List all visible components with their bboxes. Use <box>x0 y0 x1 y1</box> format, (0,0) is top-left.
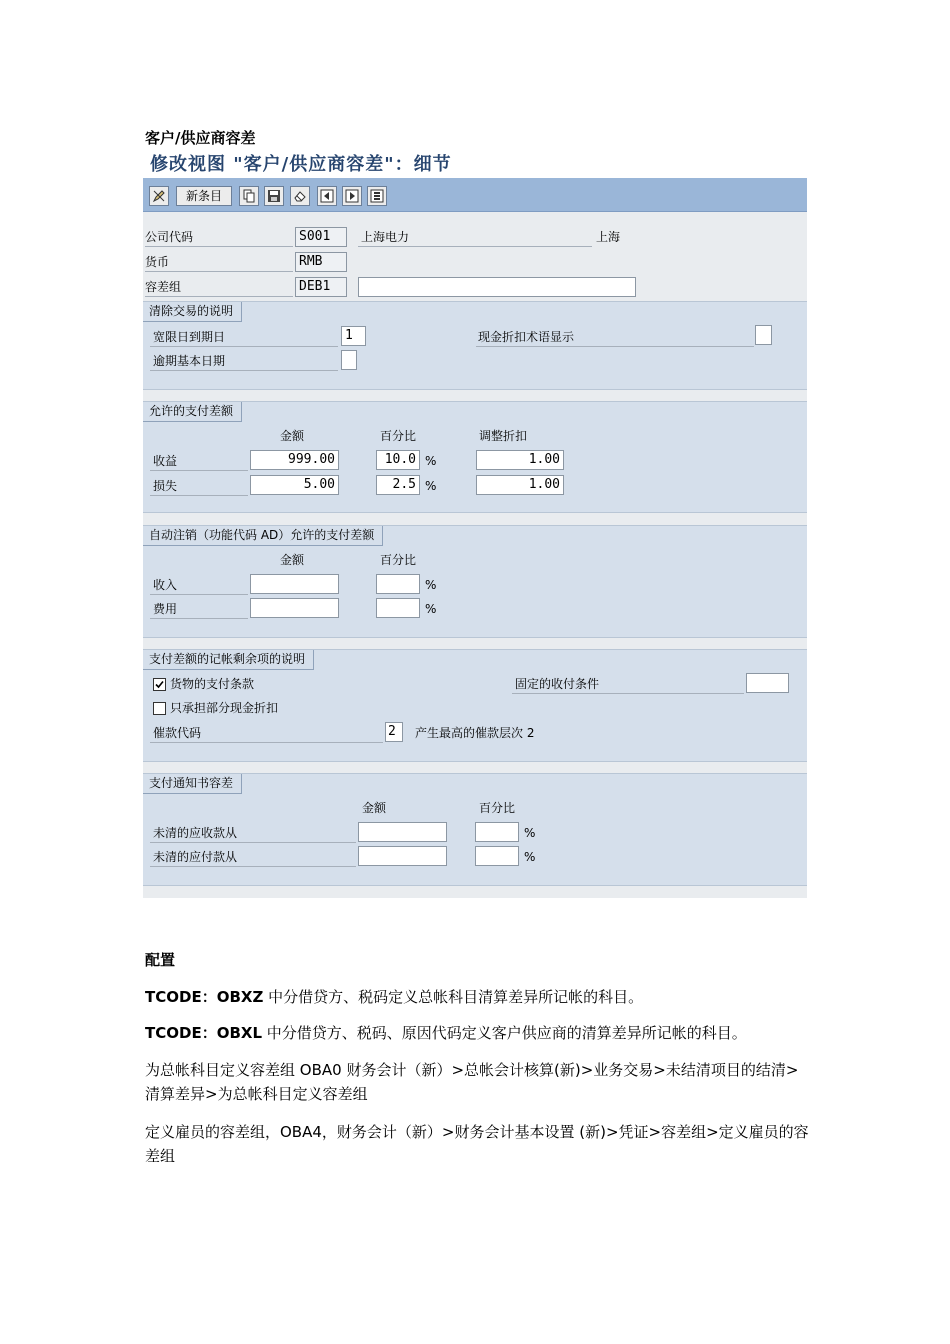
payment-advice-group-title: 支付通知书容差 <box>143 774 242 794</box>
fixed-payment-terms-label: 固定的收付条件 <box>515 677 600 691</box>
expense-adjust-field[interactable]: 1.00 <box>476 475 564 495</box>
company-code-field[interactable]: S001 <box>295 227 347 247</box>
document-heading: 客户/供应商容差 <box>145 129 256 147</box>
note-obxl-code: TCODE：OBXL <box>145 1024 262 1042</box>
permitted-percent-header: 百分比 <box>380 429 417 443</box>
writeoff-percent-header: 百分比 <box>380 553 417 567</box>
open-receivables-label: 未清的应收款从 <box>153 826 238 840</box>
currency-field[interactable]: RMB <box>295 252 347 272</box>
revenue-label: 收益 <box>153 454 178 468</box>
advice-percent-header: 百分比 <box>479 801 516 815</box>
grace-days-field[interactable]: 1 <box>341 326 366 346</box>
cash-discount-term-field[interactable] <box>755 325 772 345</box>
save-as-icon[interactable] <box>264 186 284 206</box>
arrears-base-date-field[interactable] <box>341 350 357 370</box>
tolerance-group-field[interactable]: DEB1 <box>295 277 347 297</box>
open-receivables-percent-field[interactable] <box>475 822 519 842</box>
open-payables-amount-field[interactable] <box>358 846 447 866</box>
company-city: 上海 <box>596 230 621 244</box>
writeoff-amount-header: 金额 <box>280 553 305 567</box>
writeoff-revenue-percent-sign: % <box>425 578 437 592</box>
note-obxz-text: 中分借贷方、税码定义总帐科目清算差异所记帐的科目。 <box>263 988 644 1006</box>
company-name: 上海电力 <box>361 230 410 244</box>
revenue-percent-field[interactable]: 10.0 <box>376 450 420 470</box>
tolerance-group-description-field[interactable] <box>358 277 636 297</box>
last-entry-icon[interactable] <box>367 186 387 206</box>
clearing-group-title: 清除交易的说明 <box>143 302 242 322</box>
expense-label: 损失 <box>153 479 178 493</box>
open-payables-label: 未清的应付款从 <box>153 850 238 864</box>
note-obxz-code: TCODE：OBXZ <box>145 988 264 1006</box>
delete-icon[interactable] <box>290 186 310 206</box>
writeoff-revenue-label: 收入 <box>153 578 178 592</box>
open-payables-percent-field[interactable] <box>475 846 519 866</box>
partial-cash-discount-checkbox[interactable] <box>153 702 166 715</box>
arrears-base-date-label: 逾期基本日期 <box>153 354 226 368</box>
permitted-group-title: 允许的支付差额 <box>143 402 242 422</box>
fixed-payment-terms-field[interactable] <box>746 673 789 693</box>
application-toolbar <box>143 178 807 212</box>
writeoff-expense-percent-field[interactable] <box>376 598 420 618</box>
note-obxl-text: 中分借贷方、税码、原因代码定义客户供应商的清算差异所记帐的科目。 <box>262 1024 747 1042</box>
note-obxz <box>145 985 810 1009</box>
expense-percent-sign: % <box>425 479 437 493</box>
dunning-key-label: 催款代码 <box>153 726 202 740</box>
writeoff-expense-amount-field[interactable] <box>250 598 339 618</box>
permitted-differences-group <box>143 401 807 513</box>
permitted-amount-header: 金额 <box>280 429 305 443</box>
open-payables-percent-sign: % <box>524 850 536 864</box>
expense-percent-field[interactable]: 2.5 <box>376 475 420 495</box>
first-entry-icon[interactable] <box>317 186 337 206</box>
revenue-adjust-field[interactable]: 1.00 <box>476 450 564 470</box>
note-oba0: 为总帐科目定义容差组 OBA0 财务会计（新）>总帐会计核算(新)>业务交易>未结清项目的结清>清算差异>为总帐科目定义容差组 <box>145 1061 799 1103</box>
dunning-key-description: 产生最高的催款层次 2 <box>415 726 535 740</box>
currency-label: 货币 <box>145 255 170 269</box>
auto-writeoff-group <box>143 525 807 638</box>
partial-cash-discount-label: 只承担部分现金折扣 <box>170 701 279 715</box>
open-receivables-percent-sign: % <box>524 826 536 840</box>
next-entry-icon[interactable] <box>342 186 362 206</box>
tolerance-group-label: 容差组 <box>145 280 182 294</box>
expense-amount-field[interactable]: 5.00 <box>250 475 339 495</box>
residual-group-title: 支付差额的记帐剩余项的说明 <box>143 650 314 670</box>
new-entries-button[interactable]: 新条目 <box>176 186 232 206</box>
advice-amount-header: 金额 <box>362 801 387 815</box>
open-receivables-amount-field[interactable] <box>358 822 447 842</box>
grace-days-label: 宽限日到期日 <box>153 330 226 344</box>
copy-icon[interactable] <box>239 186 259 206</box>
goods-payment-terms-checkbox[interactable] <box>153 678 166 691</box>
note-oba4: 定义雇员的容差组，OBA4，财务会计（新）>财务会计基本设置 (新)>凭证>容差组>定义雇员的容差组 <box>145 1123 809 1165</box>
writeoff-expense-label: 费用 <box>153 602 178 616</box>
config-heading: 配置 <box>145 951 176 969</box>
writeoff-expense-percent-sign: % <box>425 602 437 616</box>
goods-payment-terms-label: 货物的支付条款 <box>170 677 255 691</box>
auto-writeoff-group-title: 自动注销（功能代码 AD）允许的支付差额 <box>143 526 383 546</box>
cash-discount-term-label: 现金折扣术语显示 <box>478 330 575 344</box>
change-display-icon[interactable] <box>149 186 169 206</box>
writeoff-revenue-amount-field[interactable] <box>250 574 339 594</box>
note-obxl <box>145 1021 810 1045</box>
writeoff-revenue-percent-field[interactable] <box>376 574 420 594</box>
company-code-label: 公司代码 <box>145 230 194 244</box>
view-title: 修改视图 "客户/供应商容差"：细节 <box>150 154 452 175</box>
revenue-amount-field[interactable]: 999.00 <box>250 450 339 470</box>
permitted-adjust-header: 调整折扣 <box>479 429 528 443</box>
revenue-percent-sign: % <box>425 454 437 468</box>
dunning-key-field[interactable]: 2 <box>385 722 403 742</box>
